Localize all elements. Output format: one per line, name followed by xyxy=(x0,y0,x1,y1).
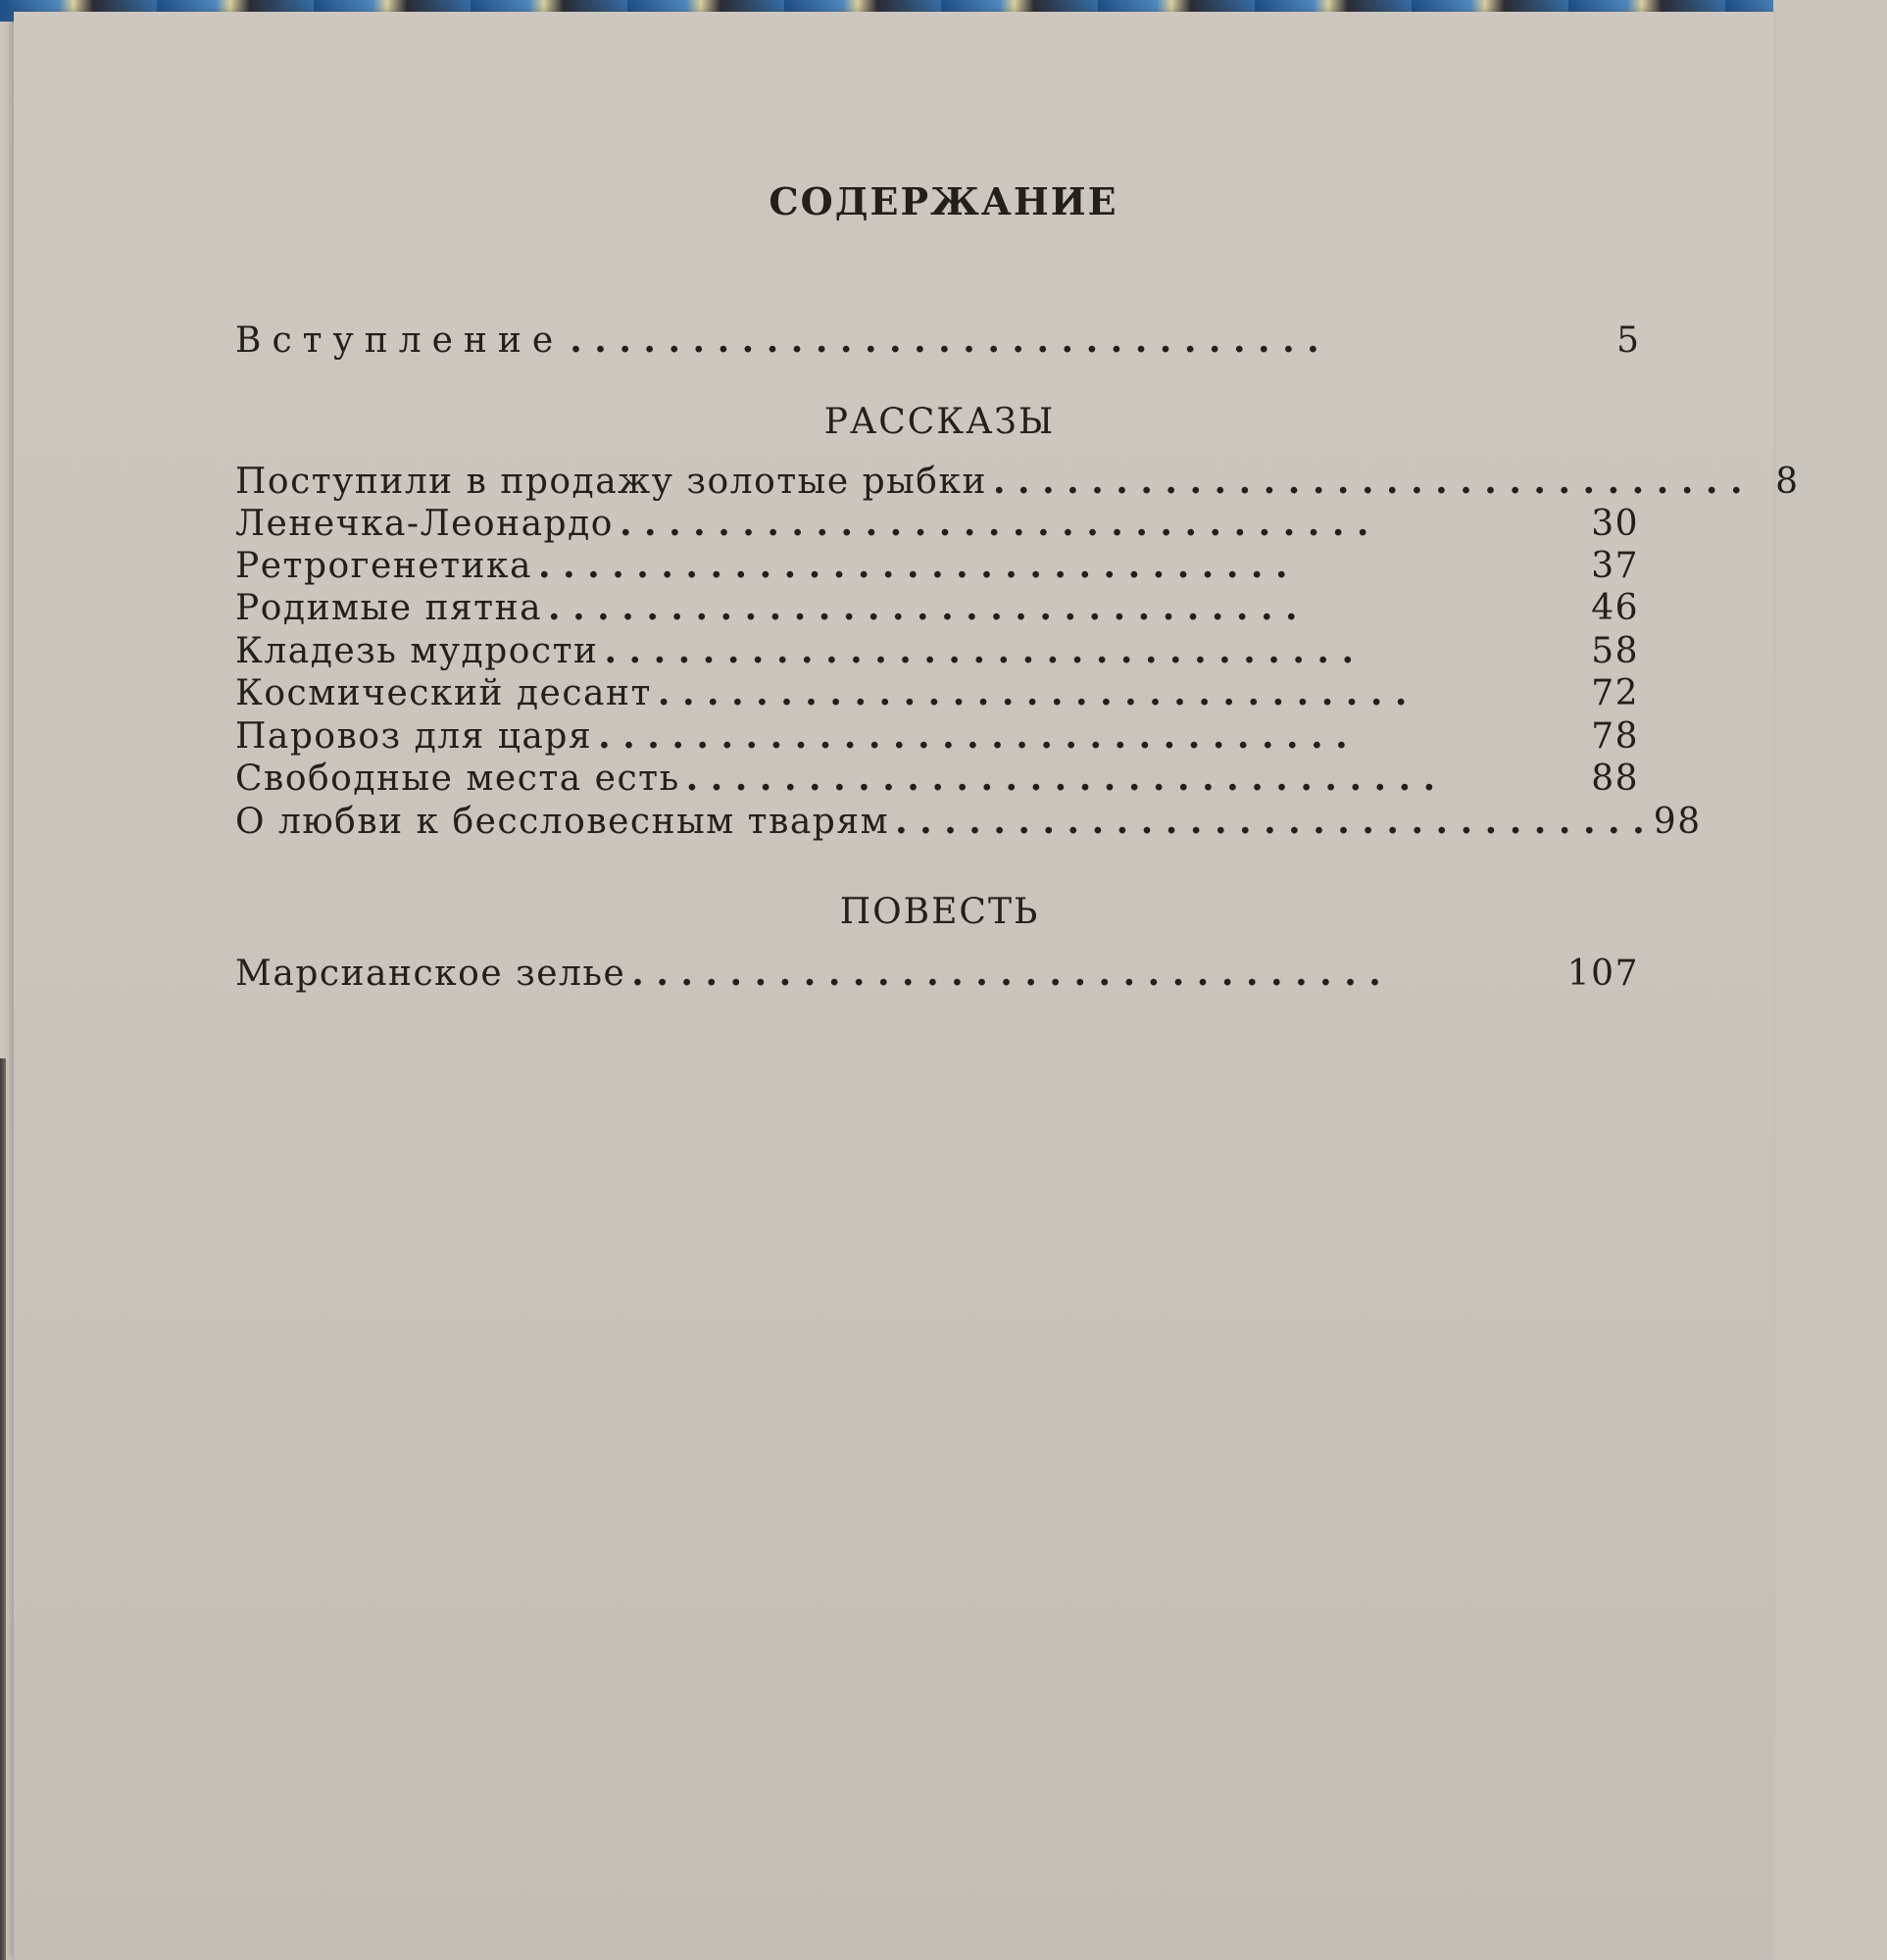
toc-entry-page: 8 xyxy=(1775,462,1800,502)
toc-entry-page: 5 xyxy=(1616,320,1639,361)
toc-entry[interactable] xyxy=(235,801,1702,846)
dot-leader: . . . . . . . . . . . . . . . . . . . . . . . . . . . . . . . xyxy=(598,715,1348,757)
dot-leader: . . . . . . . . . . . . . . . . . . . . . . . . . . . . . . . xyxy=(548,587,1298,628)
toc-entry[interactable] xyxy=(235,715,1639,760)
toc-entry-label: О любви к бессловесным тварям xyxy=(235,802,890,842)
toc-entry[interactable] xyxy=(235,672,1639,717)
dot-leader: . . . . . . . . . . . . . . . . . . . . . . . . . . . . . . . xyxy=(992,461,1743,502)
toc-entry-page: 78 xyxy=(1591,716,1639,757)
page-title: СОДЕРЖАНИЕ xyxy=(769,179,1118,223)
dot-leader: . . . . . . . . . . . . . . . . . . . . . . . . . . . . . . . xyxy=(685,758,1436,799)
toc-entry-label: Марсианское зелье xyxy=(235,954,626,994)
section-heading-novella: ПОВЕСТЬ xyxy=(839,892,1040,932)
toc-entry-label: Ретрогенетика xyxy=(235,546,532,586)
toc-entry-page: 58 xyxy=(1591,631,1639,671)
toc-entry-page: 37 xyxy=(1591,546,1639,586)
toc-entry-label: Ленечка-Леонардо xyxy=(235,504,614,544)
dot-leader: . . . . . . . . . . . . . . . . . . . . . . . . . . . . . . . xyxy=(657,672,1408,713)
toc-entry[interactable] xyxy=(235,545,1639,590)
toc-entry-label: Родимые пятна xyxy=(235,588,543,628)
toc-entry-label: Космический десант xyxy=(235,673,652,713)
dot-leader: . . . . . . . . . . . . . . . . . . . . . . . . . . . . . . . xyxy=(895,801,1645,842)
section-heading-stories: РАССКАЗЫ xyxy=(823,402,1056,442)
toc-entry-label: Поступили в продажу золотые рыбки xyxy=(235,462,987,502)
toc-entry[interactable] xyxy=(235,587,1639,632)
dot-leader: . . . . . . . . . . . . . . . . . . . . . . . . . . . . . . . xyxy=(619,503,1369,544)
dot-leader: . . . . . . . . . . . . . . . . . . . . . . . . . . . . . . . xyxy=(570,319,1319,361)
toc-entry[interactable] xyxy=(235,503,1639,548)
toc-entry-page: 72 xyxy=(1591,673,1639,713)
dot-leader: . . . . . . . . . . . . . . . . . . . . . . . . . . . . . . . xyxy=(631,953,1381,994)
toc-entry-page: 98 xyxy=(1653,802,1702,842)
toc-entry-intro[interactable] xyxy=(235,319,1639,365)
toc-entry[interactable] xyxy=(235,461,1800,506)
dot-leader: . . . . . . . . . . . . . . . . . . . . . . . . . . . . . . . xyxy=(538,545,1288,586)
toc-entry-page: 107 xyxy=(1566,954,1639,994)
toc-entry[interactable] xyxy=(235,758,1639,803)
toc-entry-label: Вступление xyxy=(235,320,565,361)
dot-leader: . . . . . . . . . . . . . . . . . . . . . . . . . . . . . . . xyxy=(604,630,1355,671)
toc-entry-label: Паровоз для царя xyxy=(235,716,593,757)
toc-entry-page: 46 xyxy=(1591,588,1639,628)
toc-entry-page: 88 xyxy=(1591,759,1639,799)
toc-entry-label: Кладезь мудрости xyxy=(235,631,599,671)
toc-entry-page: 30 xyxy=(1591,504,1639,544)
toc-entry-label: Свободные места есть xyxy=(235,759,680,799)
toc-entry[interactable] xyxy=(235,630,1639,675)
toc-entry[interactable] xyxy=(235,953,1639,998)
cover-edge-left xyxy=(0,1058,6,1960)
